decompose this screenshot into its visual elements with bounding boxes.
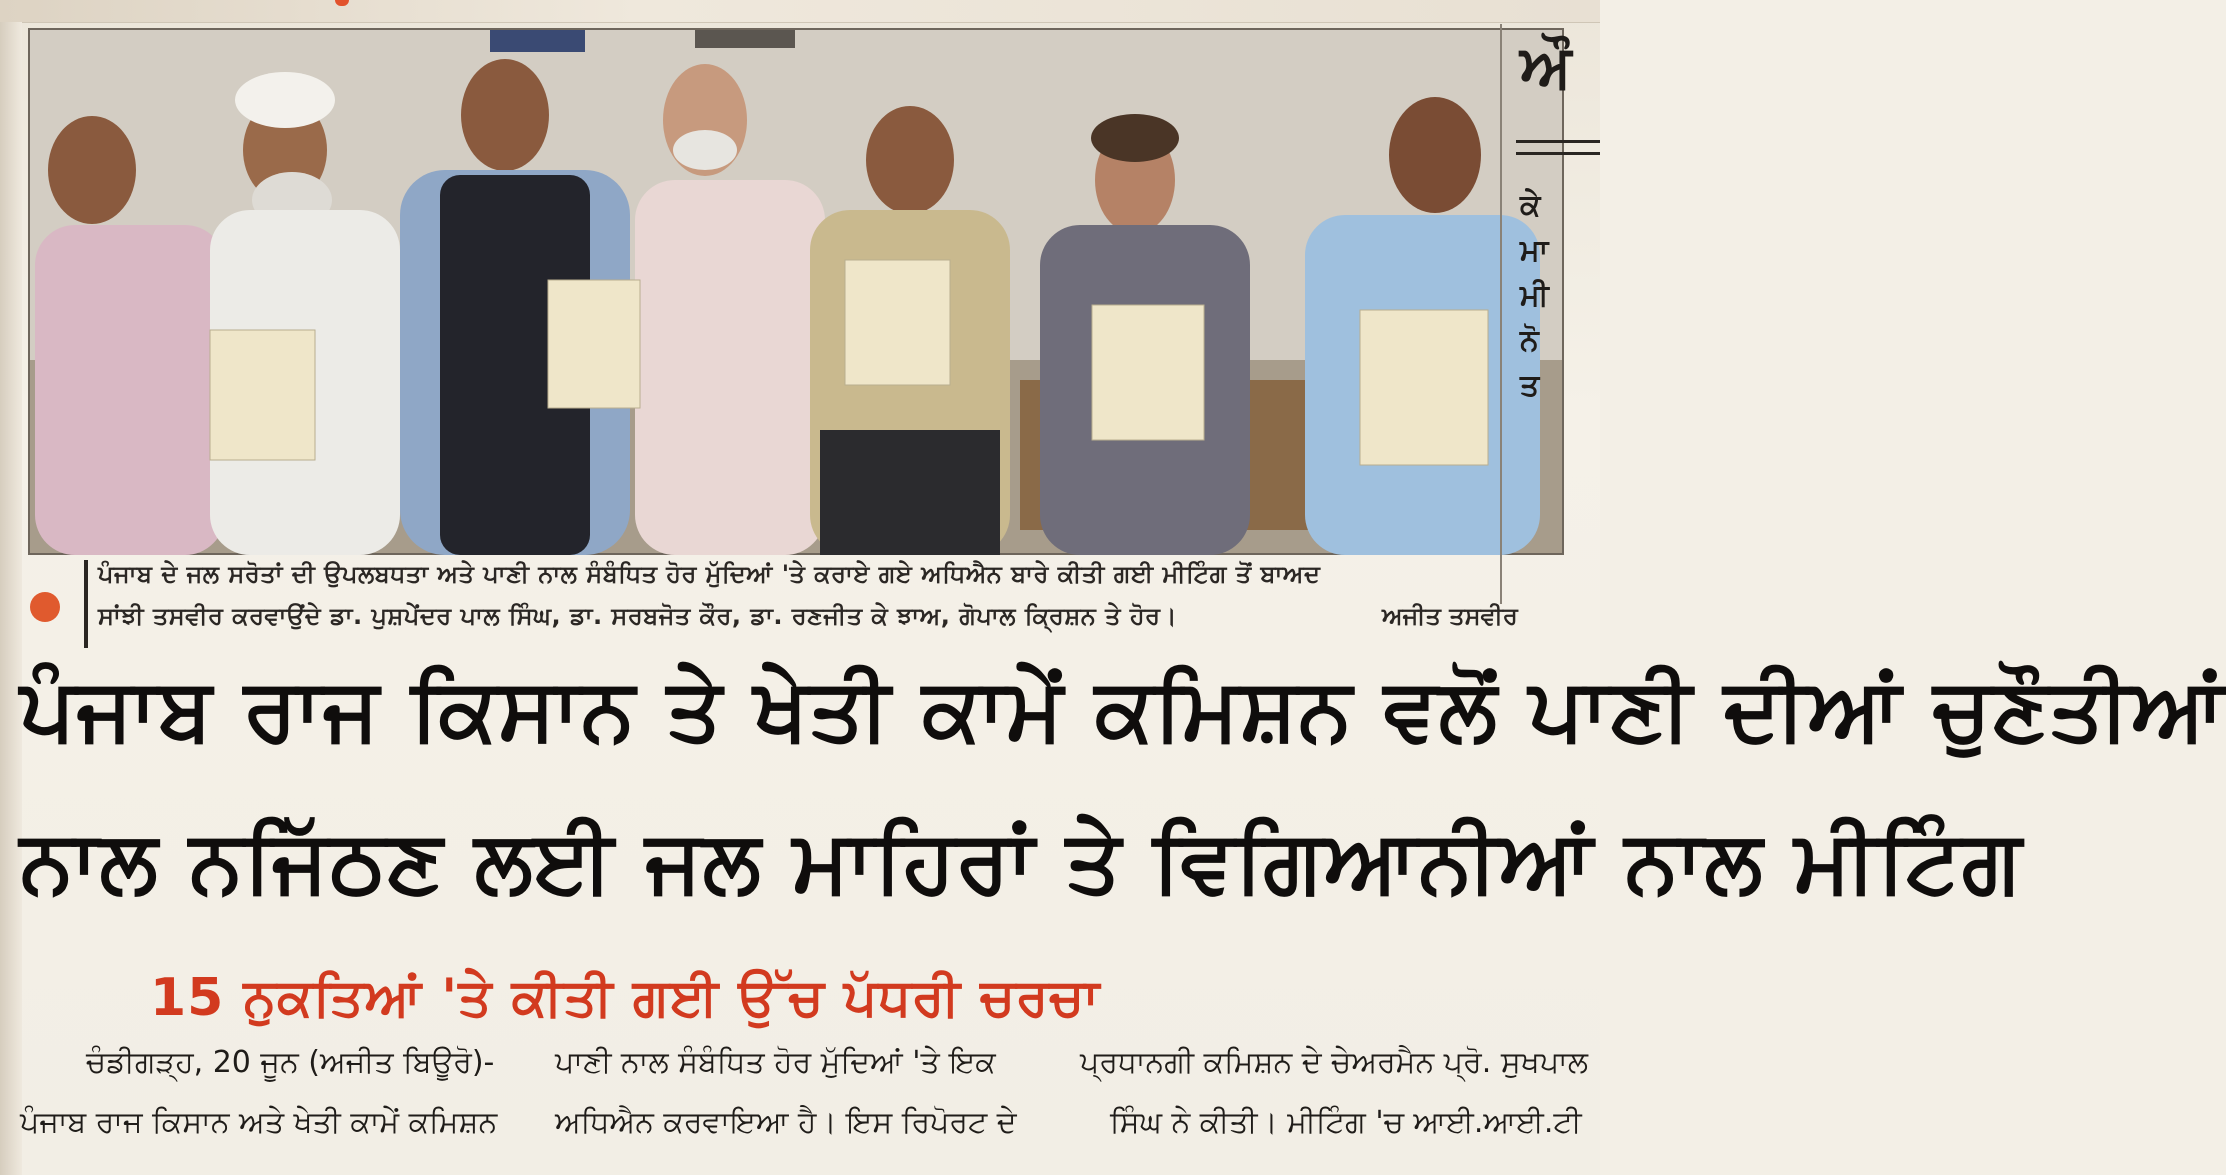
adjacent-headline-fragment: ਔ [1520,32,1572,102]
adjacent-rule-2 [1516,152,1600,155]
photo-caption-line-2: ਸਾਂਝੀ ਤਸਵੀਰ ਕਰਵਾਉਂਦੇ ਡਾ. ਪੁਸ਼ਪੇਂਦਰ ਪਾਲ ਸਿੰਘ, ਡਾ. ਸਰਬਜੋਤ ਕੌਰ, ਡਾ. ਰਣਜੀਤ ਕੇ ਝਾਅ, ਗੋਪਾਲ ਕ੍ਰਿਸ਼ਨ ਤੇ ਹੋਰ। [98,602,1178,630]
adjacent-line: ਕੇ [1520,188,1541,223]
previous-article-strip [0,0,1600,23]
body-col3-line1: ਪ੍ਰਧਾਨਗੀ ਕਮਿਸ਼ਨ ਦੇ ਚੇਅਰਮੈਨ ਪ੍ਰੋ. ਸੁਖਪਾਲ [1080,1045,1589,1080]
adjacent-line: ਤ [1520,368,1540,403]
body-col2-line2: ਅਧਿਐਨ ਕਰਵਾਇਆ ਹੈ। ਇਸ ਰਿਪੋਰਟ ਦੇ [555,1105,1017,1140]
group-photo-illustration [30,30,1562,553]
group-photo [28,28,1564,555]
body-col2-line1: ਪਾਣੀ ਨਾਲ ਸੰਬੰਧਿਤ ਹੋਰ ਮੁੱਦਿਆਂ 'ਤੇ ਇਕ [555,1045,996,1080]
caption-bullet-icon [30,592,60,622]
adjacent-article-fragment [1516,28,1600,1175]
headline-line-2: ਨਾਲ ਨਜਿੱਠਣ ਲਈ ਜਲ ਮਾਹਿਰਾਂ ਤੇ ਵਿਗਿਆਨੀਆਂ ਨਾਲ ਮੀਟਿੰਗ [20,812,2023,912]
body-col1-line2: ਪੰਜਾਬ ਰਾਜ ਕਿਸਾਨ ਅਤੇ ਖੇਤੀ ਕਾਮੇਂ ਕਮਿਸ਼ਨ [20,1105,498,1140]
adjacent-line: ਮਾ [1520,233,1549,268]
headline-line-1: ਪੰਜਾਬ ਰਾਜ ਕਿਸਾਨ ਤੇ ਖੇਤੀ ਕਾਮੇਂ ਕਮਿਸ਼ਨ ਵਲੋਂ ਪਾਣੀ ਦੀਆਂ ਚੁਣੌਤੀਆਂ [20,660,2226,760]
adjacent-rule-1 [1516,140,1600,143]
body-col1-line1: ਚੰਡੀਗੜ੍ਹ, 20 ਜੂਨ (ਅਜੀਤ ਬਿਊਰੋ)- [86,1045,495,1080]
adjacent-line: ਮੀ [1520,278,1549,313]
body-col3-line2: ਸਿੰਘ ਨੇ ਕੀਤੀ। ਮੀਟਿੰਗ 'ਚ ਆਈ.ਆਈ.ਟੀ [1110,1105,1582,1140]
photo-caption-line-1: ਪੰਜਾਬ ਦੇ ਜਲ ਸਰੋਤਾਂ ਦੀ ਉਪਲਬਧਤਾ ਅਤੇ ਪਾਣੀ ਨਾਲ ਸੰਬੰਧਿਤ ਹੋਰ ਮੁੱਦਿਆਂ 'ਤੇ ਕਰਾਏ ਗਏ ਅਧਿਐਨ ਬਾਰੇ ਕੀਤੀ ਗਈ ਮੀਟਿੰਗ ਤੋਂ ਬਾਅਦ [98,560,1321,588]
subheadline: 15 ਨੁਕਤਿਆਂ 'ਤੇ ਕੀਤੀ ਗਈ ਉੱਚ ਪੱਧਰੀ ਚਰਚਾ [150,968,1101,1028]
page-fold-shadow [0,22,22,1175]
photo-credit: ਅਜੀਤ ਤਸਵੀਰ [1382,602,1518,630]
column-divider [1500,24,1502,604]
adjacent-line: ਨੋ [1520,323,1539,358]
caption-rule [84,560,88,648]
